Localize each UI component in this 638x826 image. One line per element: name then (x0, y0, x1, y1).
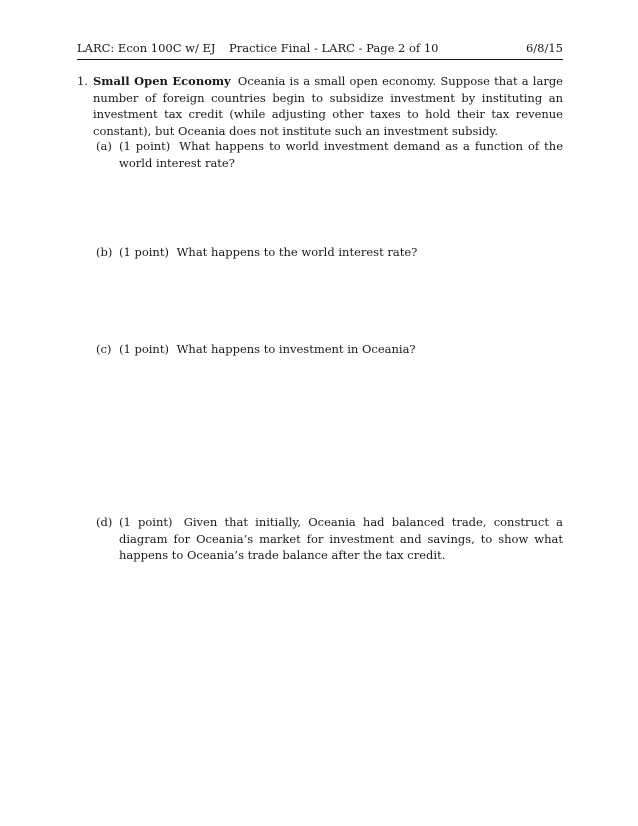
part-c-label: (c) (96, 342, 112, 356)
part-a-text: What happens to world investment demand as a function of the world interest rate? (119, 139, 563, 170)
part-a-points: (1 point) (119, 139, 171, 153)
part-b (96, 244, 563, 261)
question-1 (77, 73, 563, 139)
question-text: Oceania is a small open economy. Suppose that a large number of foreign countries begin to subsidize investment by instituting an investment tax credit (while adjusting other taxes to hold their tax revenue constant), but Oceania does not institute such an investment subsidy. (93, 74, 563, 138)
question-title: Small Open Economy (93, 74, 231, 88)
header-date: 6/8/15 (525, 41, 563, 55)
part-a (96, 138, 563, 171)
part-d-label: (d) (96, 515, 113, 529)
part-c-body (119, 341, 563, 358)
part-d-body (119, 514, 563, 564)
page-header (77, 40, 563, 56)
question-number: 1. (77, 74, 88, 88)
part-b-points: (1 point) (119, 245, 169, 259)
part-b-label: (b) (96, 245, 113, 259)
part-d-points: (1 point) (119, 515, 173, 529)
part-b-body (119, 244, 563, 261)
part-a-body (119, 138, 563, 171)
header-rule (77, 59, 563, 60)
question-body (93, 73, 563, 139)
header-page-info: Practice Final - LARC - Page 2 of 10 (229, 41, 439, 55)
part-a-label: (a) (96, 139, 112, 153)
part-d (96, 514, 563, 564)
part-d-text: Given that initially, Oceania had balanced trade, construct a diagram for Oceania’s market for investment and savings, to show what happens to Oceania’s trade balance after the tax credit. (119, 515, 564, 562)
part-b-text: What happens to the world interest rate? (176, 245, 418, 259)
part-c-points: (1 point) (119, 342, 169, 356)
part-c (96, 341, 563, 358)
part-c-text: What happens to investment in Oceania? (176, 342, 416, 356)
header-course: LARC: Econ 100C w/ EJ (77, 41, 216, 55)
